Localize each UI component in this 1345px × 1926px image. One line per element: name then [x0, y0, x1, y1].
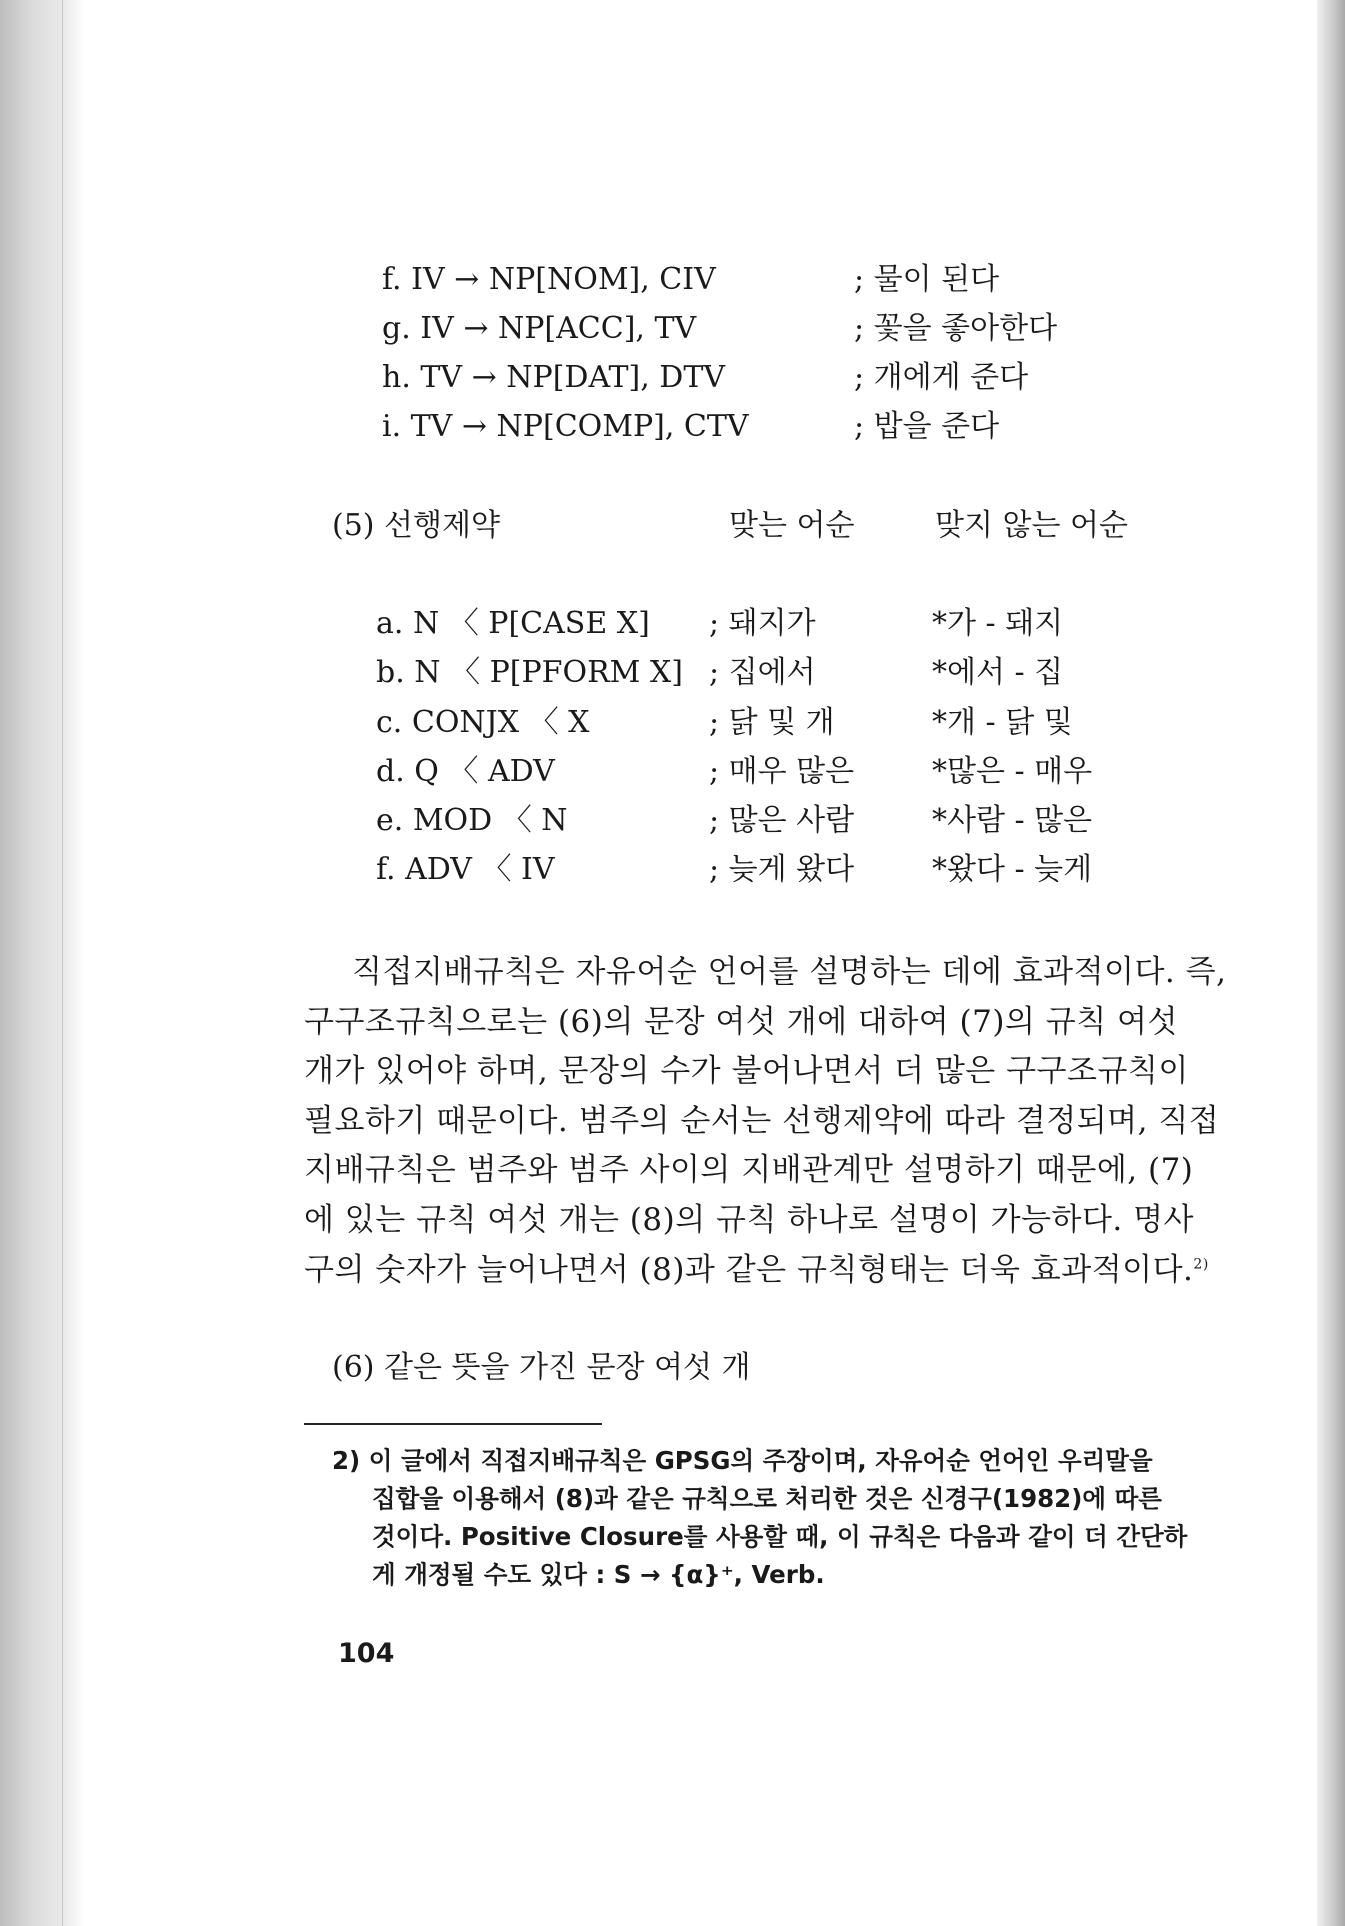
precedence-rule: f. ADV 〈 IV [376, 852, 555, 887]
correct-order: ; 돼지가 [709, 606, 816, 641]
paragraph-line-text: 구의 숫자가 늘어나면서 (8)과 같은 규칙형태는 더욱 효과적이다. [304, 1251, 1194, 1288]
paragraph-line: 에 있는 규칙 여섯 개는 (8)의 규칙 하나로 설명이 가능하다. 명사 [304, 1201, 1195, 1238]
correct-order: ; 늦게 왔다 [709, 852, 855, 887]
rule-example: ; 꽃을 좋아한다 [854, 311, 1058, 346]
paragraph-line: 지배규칙은 범주와 범주 사이의 지배관계만 설명하기 때문에, (7) [304, 1152, 1194, 1189]
footnote-marker: 2) [1193, 1256, 1209, 1273]
rule-example: ; 개에게 준다 [854, 360, 1029, 395]
page-right-edge [1317, 0, 1345, 1926]
rule-example: ; 밥을 준다 [854, 409, 1000, 444]
wrong-order: *개 - 닭 및 [932, 705, 1073, 740]
precedence-rule: c. CONJX 〈 X [376, 705, 590, 740]
precedence-rule: e. MOD 〈 N [376, 803, 568, 838]
col-wrong-order: 맞지 않는 어순 [935, 508, 1128, 543]
paragraph-line [304, 1246, 1270, 1296]
footnote-line: 것이다. Positive Closure를 사용할 때, 이 규칙은 다음과 같이 더 간단하 [372, 1522, 1188, 1551]
correct-order: ; 많은 사람 [709, 803, 855, 838]
body-paragraph [304, 948, 1270, 1295]
paragraph-line: 구구조규칙으로는 (6)의 문장 여섯 개에 대하여 (7)의 규칙 여섯 [304, 1003, 1178, 1040]
correct-order: ; 닭 및 개 [709, 705, 835, 740]
rule-example: ; 물이 된다 [854, 262, 1000, 297]
wrong-order: *사람 - 많은 [932, 803, 1093, 838]
page-number: 104 [338, 1638, 395, 1669]
rule-line: g. IV → NP[ACC], TV [382, 311, 697, 346]
rule-line: f. IV → NP[NOM], CIV [382, 262, 716, 297]
precedence-rule: b. N 〈 P[PFORM X] [376, 655, 683, 690]
col-correct-order: 맞는 어순 [729, 508, 855, 543]
rule-line: i. TV → NP[COMP], CTV [382, 409, 749, 444]
footnote-divider [304, 1423, 602, 1425]
page-stack-edge [62, 0, 85, 1926]
wrong-order: *가 - 돼지 [932, 606, 1064, 641]
wrong-order: *많은 - 매우 [932, 754, 1093, 789]
precedence-rule: d. Q 〈 ADV [376, 754, 555, 789]
footnote-line: 게 개정될 수도 있다 : S → {α}⁺, Verb. [372, 1560, 825, 1589]
wrong-order: *왔다 - 늦게 [932, 852, 1093, 887]
footnote-line: 2) 이 글에서 직접지배규칙은 GPSG의 주장이며, 자유어순 언어인 우리말을 [332, 1446, 1153, 1475]
paragraph-line: 개가 있어야 하며, 문장의 수가 불어나면서 더 많은 구구조규칙이 [304, 1053, 1189, 1090]
paragraph-line: 필요하기 때문이다. 범주의 순서는 선행제약에 따라 결정되며, 직접 [304, 1102, 1220, 1139]
correct-order: ; 집에서 [709, 655, 816, 690]
section-6-title: (6) 같은 뜻을 가진 문장 여섯 개 [332, 1350, 751, 1385]
paragraph-line: 직접지배규칙은 자유어순 언어를 설명하는 데에 효과적이다. 즉, [352, 954, 1227, 990]
book-page [84, 0, 1317, 1926]
rule-line: h. TV → NP[DAT], DTV [382, 360, 726, 395]
precedence-rule: a. N 〈 P[CASE X] [376, 606, 650, 641]
section-5-title: (5) 선행제약 [332, 508, 500, 543]
wrong-order: *에서 - 집 [932, 655, 1064, 690]
correct-order: ; 매우 많은 [709, 754, 855, 789]
footnote [332, 1442, 1270, 1594]
footnote-line: 집합을 이용해서 (8)과 같은 규칙으로 처리한 것은 신경구(1982)에 따른 [372, 1484, 1162, 1513]
